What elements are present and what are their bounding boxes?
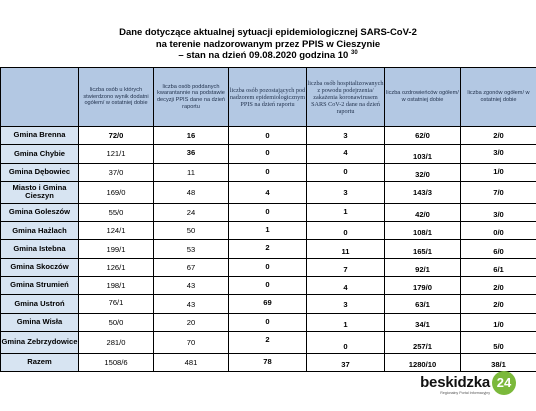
cell-quarantine: 67: [154, 258, 229, 276]
cell-supervision: 0: [229, 313, 307, 331]
table-row: [1, 145, 536, 163]
row-name: Gmina Wisła: [1, 313, 79, 331]
cell-deaths: 6/0: [461, 240, 536, 258]
cell-hospitalized: 1: [307, 203, 385, 221]
row-name: Razem: [1, 353, 79, 371]
cell-hospitalized: 4: [307, 277, 385, 295]
cell-quarantine: 20: [154, 313, 229, 331]
cell-recovered: 63/1: [385, 295, 461, 313]
cell-positive: 1508/6: [79, 353, 154, 371]
cell-deaths: 2/0: [461, 295, 536, 313]
cell-quarantine: 50: [154, 222, 229, 240]
cell-positive: 121/1: [79, 145, 154, 163]
cell-positive: 55/0: [79, 203, 154, 221]
table-row: [1, 295, 536, 313]
logo-number-badge: 24: [492, 371, 516, 395]
cell-positive: 50/0: [79, 313, 154, 331]
row-name: Gmina Hażlach: [1, 222, 79, 240]
cell-hospitalized: 7: [307, 258, 385, 276]
cell-positive: 37/0: [79, 163, 154, 181]
cell-recovered: 92/1: [385, 258, 461, 276]
cell-recovered: 42/0: [385, 203, 461, 221]
table-header-row: [1, 68, 536, 127]
cell-supervision: 78: [229, 353, 307, 371]
cell-positive: 72/0: [79, 127, 154, 145]
cell-deaths: 2/0: [461, 277, 536, 295]
row-name: Miasto i Gmina Cieszyn: [1, 181, 79, 203]
cell-supervision: 0: [229, 258, 307, 276]
cell-recovered: 257/1: [385, 331, 461, 353]
cell-positive: 76/1: [79, 295, 154, 313]
header-cell-quarantine: liczba osób poddanych kwarantannie na podstawie decyzji PPIS dane na dzień raportu: [154, 68, 229, 127]
cell-quarantine: 48: [154, 181, 229, 203]
row-name: Gmina Istebna: [1, 240, 79, 258]
cell-supervision: 0: [229, 127, 307, 145]
cell-supervision: 0: [229, 277, 307, 295]
table-row: [1, 240, 536, 258]
cell-recovered: 34/1: [385, 313, 461, 331]
beskidzka24-logo[interactable]: [406, 374, 516, 398]
cell-quarantine: 36: [154, 145, 229, 163]
header-cell-positive: liczba osób u których stwierdzono wynik dodatni ogółem/ w ostatniej dobie: [79, 68, 154, 127]
cell-recovered: 165/1: [385, 240, 461, 258]
cell-quarantine: 24: [154, 203, 229, 221]
cell-recovered: 1280/10: [385, 353, 461, 371]
cell-hospitalized: 0: [307, 331, 385, 353]
cell-quarantine: 481: [154, 353, 229, 371]
cell-hospitalized: 11: [307, 240, 385, 258]
cell-positive: 126/1: [79, 258, 154, 276]
title-line-3: [0, 50, 536, 62]
cell-positive: 169/0: [79, 181, 154, 203]
cell-hospitalized: 0: [307, 163, 385, 181]
cell-positive: 199/1: [79, 240, 154, 258]
cell-hospitalized: 3: [307, 295, 385, 313]
cell-deaths: 3/0: [461, 145, 536, 163]
cell-recovered: 32/0: [385, 163, 461, 181]
cell-hospitalized: 1: [307, 313, 385, 331]
cell-hospitalized: 3: [307, 181, 385, 203]
cell-hospitalized: 4: [307, 145, 385, 163]
cell-recovered: 179/0: [385, 277, 461, 295]
cell-positive: 281/0: [79, 331, 154, 353]
cell-supervision: 0: [229, 163, 307, 181]
row-name: Gmina Chybie: [1, 145, 79, 163]
cell-deaths: 1/0: [461, 163, 536, 181]
cell-positive: 124/1: [79, 222, 154, 240]
cell-quarantine: 70: [154, 331, 229, 353]
header-cell-hospitalized: liczba osób hospitalizowanych z powodu podejrzenia/ zakażenia koronawirusem SARS CoV-2 dane na dzień raportu: [307, 68, 385, 127]
cell-recovered: 62/0: [385, 127, 461, 145]
cell-supervision: 0: [229, 145, 307, 163]
cell-deaths: 7/0: [461, 181, 536, 203]
cell-quarantine: 11: [154, 163, 229, 181]
header-cell-recovered: liczba ozdrowieńców ogółem/ w ostatniej dobie: [385, 68, 461, 127]
row-name: Gmina Zebrzydowice: [1, 331, 79, 353]
cell-supervision: 0: [229, 203, 307, 221]
row-name: Gmina Brenna: [1, 127, 79, 145]
cell-deaths: 6/1: [461, 258, 536, 276]
cell-hospitalized: 3: [307, 127, 385, 145]
logo-tagline: Regionalny Portal Informacyjny: [440, 391, 490, 395]
cell-deaths: 2/0: [461, 127, 536, 145]
cell-hospitalized: 37: [307, 353, 385, 371]
table-row: [1, 313, 536, 331]
row-name: Gmina Skoczów: [1, 258, 79, 276]
table-row: [1, 331, 536, 353]
cell-deaths: 38/1: [461, 353, 536, 371]
table-row: [1, 163, 536, 181]
document-title: [0, 27, 536, 62]
table-row: [1, 203, 536, 221]
cell-deaths: 5/0: [461, 331, 536, 353]
table-row: [1, 277, 536, 295]
cell-positive: 198/1: [79, 277, 154, 295]
table-row: [1, 258, 536, 276]
cell-quarantine: 43: [154, 295, 229, 313]
cell-supervision: 2: [229, 240, 307, 258]
row-name: Gmina Strumień: [1, 277, 79, 295]
cell-deaths: 1/0: [461, 313, 536, 331]
header-cell-empty: [1, 68, 79, 127]
cell-quarantine: 53: [154, 240, 229, 258]
title-line-3-text: – stan na dzień 09.08.2020 godzina 10: [178, 50, 349, 61]
table-row: [1, 127, 536, 145]
row-name: Gmina Ustroń: [1, 295, 79, 313]
cell-quarantine: 16: [154, 127, 229, 145]
table-row: [1, 222, 536, 240]
cell-recovered: 108/1: [385, 222, 461, 240]
cell-quarantine: 43: [154, 277, 229, 295]
table-row-total: [1, 353, 536, 371]
cell-deaths: 3/0: [461, 203, 536, 221]
cell-deaths: 0/0: [461, 222, 536, 240]
cell-supervision: 1: [229, 222, 307, 240]
header-cell-deaths: liczba zgonów ogółem/ w ostatniej dobie: [461, 68, 536, 127]
logo-text: beskidzka: [420, 374, 490, 391]
cell-supervision: 4: [229, 181, 307, 203]
cell-recovered: 143/3: [385, 181, 461, 203]
data-table: [0, 67, 536, 372]
cell-recovered: 103/1: [385, 145, 461, 163]
cell-supervision: 69: [229, 295, 307, 313]
title-line-1: Dane dotyczące aktualnej sytuacji epidemiologicznej SARS-CoV-2: [119, 27, 417, 38]
header-cell-supervision: liczba osób pozostających pod nadzorem epidemiologicznym PPIS na dzień raportu: [229, 68, 307, 127]
row-name: Gmina Goleszów: [1, 203, 79, 221]
table-row: [1, 181, 536, 203]
title-line-2: na terenie nadzorowanym przez PPIS w Cieszynie: [155, 38, 381, 50]
cell-hospitalized: 0: [307, 222, 385, 240]
title-time-minutes: 30: [350, 49, 358, 56]
cell-supervision: 2: [229, 331, 307, 353]
row-name: Gmina Dębowiec: [1, 163, 79, 181]
